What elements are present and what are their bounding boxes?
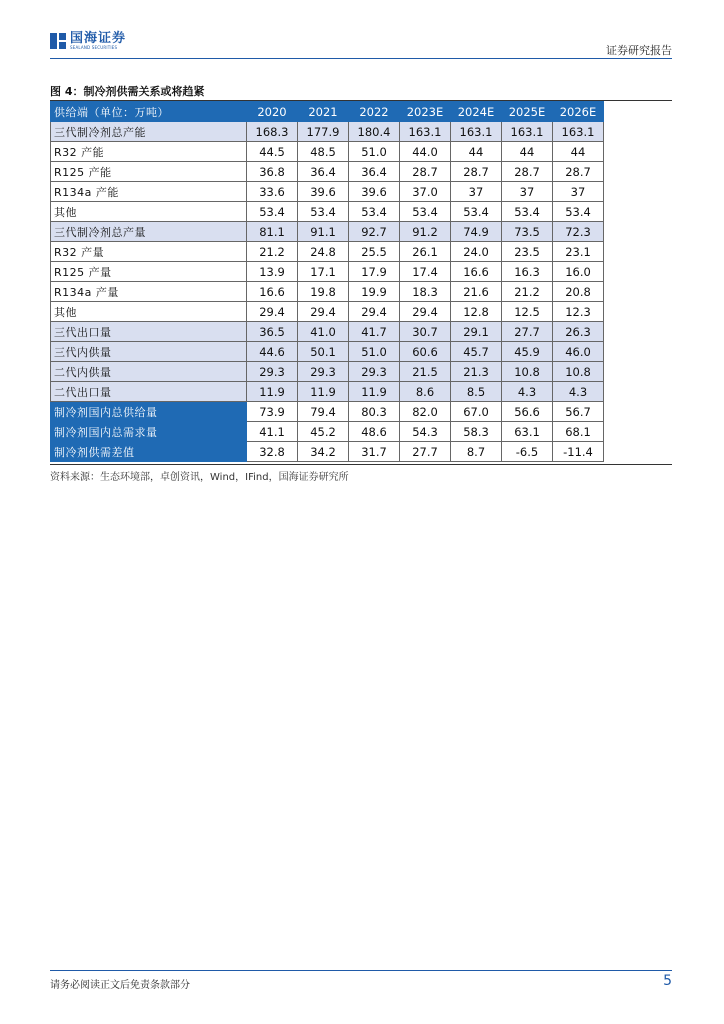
table-cell: 50.1 [298,342,349,362]
table-cell: 27.7 [502,322,553,342]
table-cell: 44 [553,142,604,162]
table-cell: 53.4 [298,202,349,222]
table-cell: 44 [502,142,553,162]
table-cell: 31.7 [349,442,400,462]
row-label: 制冷剂国内总需求量 [51,422,247,442]
logo-name-en: SEALAND SECURITIES [70,45,118,50]
table-cell: 12.3 [553,302,604,322]
column-header-year: 2021 [298,102,349,122]
table-cell: 16.0 [553,262,604,282]
table-cell: 24.8 [298,242,349,262]
table-cell: 17.1 [298,262,349,282]
row-label: 制冷剂供需差值 [51,442,247,462]
table-cell: 13.9 [247,262,298,282]
table-row [51,122,604,142]
table-cell: 56.6 [502,402,553,422]
table-cell: 53.4 [247,202,298,222]
table-cell: 16.6 [451,262,502,282]
table-cell: 51.0 [349,142,400,162]
table-cell: 39.6 [349,182,400,202]
table-cell: 29.4 [247,302,298,322]
table-cell: 44.6 [247,342,298,362]
table-cell: 21.3 [451,362,502,382]
table-cell: 8.7 [451,442,502,462]
table-cell: 10.8 [553,362,604,382]
table-row [51,422,604,442]
table-cell: 32.8 [247,442,298,462]
table-cell: 30.7 [400,322,451,342]
table-cell: 21.6 [451,282,502,302]
table-cell: 28.7 [451,162,502,182]
table-cell: 17.4 [400,262,451,282]
table-cell: 29.4 [298,302,349,322]
table-cell: 44.0 [400,142,451,162]
table-row [51,282,604,302]
table-cell: 48.5 [298,142,349,162]
row-label: R125 产能 [51,162,247,182]
table-cell: 37.0 [400,182,451,202]
table-cell: 73.5 [502,222,553,242]
table-cell: 168.3 [247,122,298,142]
logo-name-cn: 国海证券 [70,31,127,46]
table-cell: 41.0 [298,322,349,342]
table-row [51,382,604,402]
table-cell: 4.3 [502,382,553,402]
table-cell: 33.6 [247,182,298,202]
table-cell: 20.8 [553,282,604,302]
table-cell: 16.3 [502,262,553,282]
table-cell: 18.3 [400,282,451,302]
table-cell: 37 [502,182,553,202]
table-row [51,222,604,242]
table-cell: 21.2 [502,282,553,302]
table-row [51,182,604,202]
table-cell: 4.3 [553,382,604,402]
table-cell: 63.1 [502,422,553,442]
table-cell: 29.4 [349,302,400,322]
logo-icon [50,33,66,49]
supply-demand-table [50,101,604,462]
column-header-year: 2026E [553,102,604,122]
row-label: 二代内供量 [51,362,247,382]
table-cell: 29.1 [451,322,502,342]
column-header-year: 2023E [400,102,451,122]
table-cell: 36.5 [247,322,298,342]
row-label: R134a 产能 [51,182,247,202]
table-cell: 44.5 [247,142,298,162]
table-cell: 11.9 [298,382,349,402]
table-cell: 53.4 [451,202,502,222]
table-cell: 53.4 [502,202,553,222]
table-cell: 37 [451,182,502,202]
table-cell: 41.1 [247,422,298,442]
table-cell: 27.7 [400,442,451,462]
table-cell: 36.4 [349,162,400,182]
table-cell: 28.7 [502,162,553,182]
table-cell: 23.5 [502,242,553,262]
table-cell: 29.3 [298,362,349,382]
table-cell: 51.0 [349,342,400,362]
footer-divider [50,970,672,971]
table-cell: 56.7 [553,402,604,422]
table-cell: 54.3 [400,422,451,442]
table-row [51,442,604,462]
table-cell: 29.3 [349,362,400,382]
table-cell: 41.7 [349,322,400,342]
table-cell: 17.9 [349,262,400,282]
table-cell: 37 [553,182,604,202]
table-cell: 11.9 [349,382,400,402]
table-cell: 26.1 [400,242,451,262]
table-cell: 72.3 [553,222,604,242]
table-cell: 67.0 [451,402,502,422]
table-row [51,262,604,282]
table-header-row [51,102,604,122]
table-row [51,142,604,162]
row-label: 三代制冷剂总产量 [51,222,247,242]
table-cell: 10.8 [502,362,553,382]
table-cell: 163.1 [553,122,604,142]
table-cell: 44 [451,142,502,162]
table-cell: 163.1 [451,122,502,142]
row-label: R125 产量 [51,262,247,282]
row-label: 三代出口量 [51,322,247,342]
table-cell: 28.7 [400,162,451,182]
table-cell: 36.8 [247,162,298,182]
table-cell: 92.7 [349,222,400,242]
figure-title: 图 4：制冷剂供需关系或将趋紧 [50,85,205,98]
row-label: 三代内供量 [51,342,247,362]
table-row [51,162,604,182]
table-cell: 39.6 [298,182,349,202]
row-label: R32 产能 [51,142,247,162]
row-label: 二代出口量 [51,382,247,402]
table-cell: 46.0 [553,342,604,362]
column-header-year: 2020 [247,102,298,122]
table-cell: 26.3 [553,322,604,342]
table-row [51,302,604,322]
table-row [51,242,604,262]
row-label: 制冷剂国内总供给量 [51,402,247,422]
table-cell: -6.5 [502,442,553,462]
company-logo [50,32,126,50]
table-cell: 79.4 [298,402,349,422]
table-cell: 12.8 [451,302,502,322]
table-cell: 45.2 [298,422,349,442]
table-cell: 36.4 [298,162,349,182]
table-cell: 53.4 [553,202,604,222]
table-cell: 45.9 [502,342,553,362]
table-cell: 82.0 [400,402,451,422]
row-label: 三代制冷剂总产能 [51,122,247,142]
table-cell: -11.4 [553,442,604,462]
table-cell: 81.1 [247,222,298,242]
table-cell: 21.2 [247,242,298,262]
column-header-year: 2025E [502,102,553,122]
table-cell: 28.7 [553,162,604,182]
table-cell: 180.4 [349,122,400,142]
table-cell: 8.6 [400,382,451,402]
table-cell: 53.4 [349,202,400,222]
column-header-label: 供给端（单位：万吨） [51,102,247,122]
table-row [51,402,604,422]
table-cell: 24.0 [451,242,502,262]
header-divider [50,58,672,59]
table-cell: 48.6 [349,422,400,442]
table-cell: 163.1 [502,122,553,142]
table-cell: 91.2 [400,222,451,242]
table-cell: 11.9 [247,382,298,402]
table-cell: 19.9 [349,282,400,302]
row-label: R32 产量 [51,242,247,262]
table-row [51,322,604,342]
row-label: 其他 [51,202,247,222]
table-cell: 53.4 [400,202,451,222]
column-header-year: 2024E [451,102,502,122]
table-cell: 74.9 [451,222,502,242]
table-cell: 25.5 [349,242,400,262]
row-label: 其他 [51,302,247,322]
page-number: 5 [663,973,672,989]
table-cell: 80.3 [349,402,400,422]
row-label: R134a 产量 [51,282,247,302]
table-cell: 60.6 [400,342,451,362]
table-cell: 34.2 [298,442,349,462]
table-cell: 58.3 [451,422,502,442]
table-cell: 163.1 [400,122,451,142]
table-cell: 16.6 [247,282,298,302]
footer-disclaimer: 请务必阅读正文后免责条款部分 [50,980,190,991]
source-note: 资料来源：生态环境部，卓创资讯，Wind，IFind，国海证券研究所 [50,472,349,483]
table-cell: 68.1 [553,422,604,442]
column-header-year: 2022 [349,102,400,122]
table-cell: 29.3 [247,362,298,382]
table-row [51,342,604,362]
table-cell: 8.5 [451,382,502,402]
table-cell: 21.5 [400,362,451,382]
table-cell: 73.9 [247,402,298,422]
table-cell: 91.1 [298,222,349,242]
figure-bottom-rule [50,464,672,465]
table-row [51,202,604,222]
table-cell: 29.4 [400,302,451,322]
report-type: 证券研究报告 [606,44,672,57]
table-row [51,362,604,382]
table-cell: 12.5 [502,302,553,322]
table-cell: 45.7 [451,342,502,362]
table-cell: 19.8 [298,282,349,302]
table-cell: 23.1 [553,242,604,262]
table-cell: 177.9 [298,122,349,142]
